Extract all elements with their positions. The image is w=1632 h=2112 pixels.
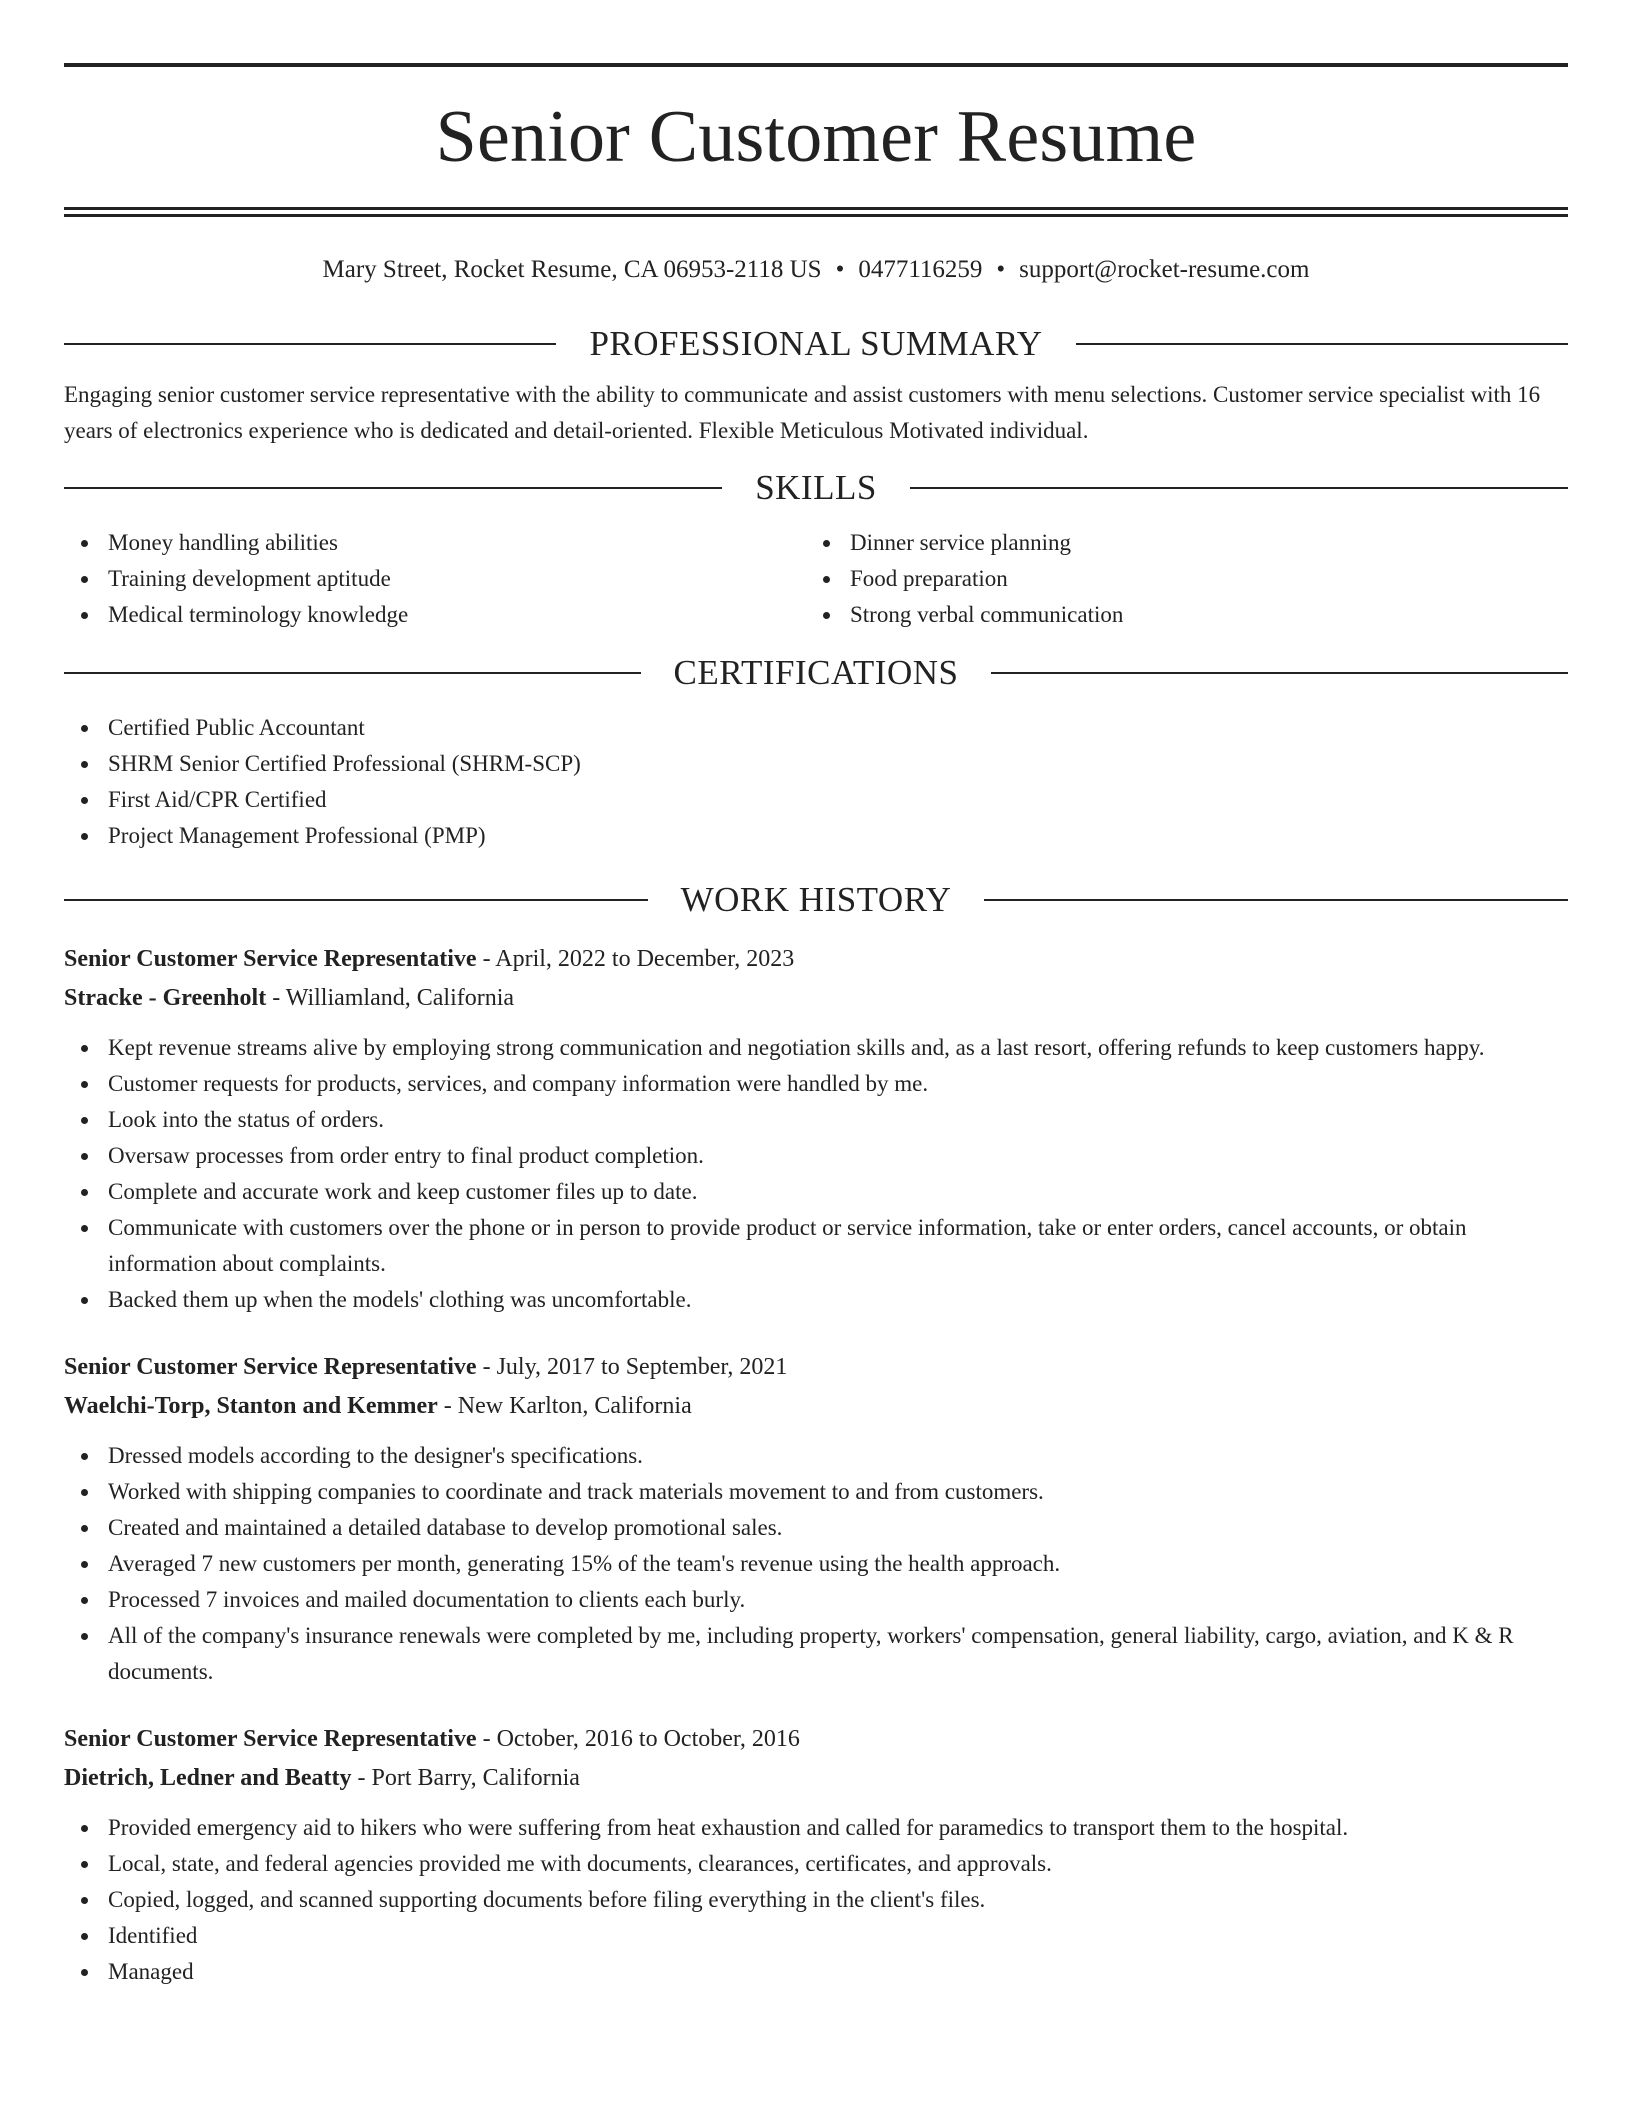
certifications-heading: CERTIFICATIONS [673,653,959,692]
resume-page [64,0,1568,1990]
heading-rule-left [64,343,556,345]
job-bullet: Customer requests for products, services, and company information were handled by me. [64,1066,1568,1102]
job-title-line [64,1348,1568,1387]
job-company-line [64,979,1568,1018]
job-location: - New Karlton, California [437,1393,692,1419]
job-title: Senior Customer Service Representative [64,1354,477,1380]
heading-rule-left [64,487,722,489]
job-title: Senior Customer Service Representative [64,946,477,972]
skill-item: Medical terminology knowledge [64,597,806,633]
contact-address: Mary Street, Rocket Resume, CA 06953-2118 US [322,256,822,283]
summary-section-heading [64,321,1568,367]
contact-email: support@rocket-resume.com [1019,256,1310,283]
job-bullet: Averaged 7 new customers per month, generating 15% of the team's revenue using the health approach. [64,1546,1568,1582]
skill-item: Money handling abilities [64,525,806,561]
job-bullet: Identified [64,1918,1568,1954]
job-bullet: Look into the status of orders. [64,1102,1568,1138]
certification-item: Certified Public Accountant [64,710,1568,746]
title-double-rule [64,207,1568,217]
summary-heading: PROFESSIONAL SUMMARY [589,324,1043,363]
heading-rule-left [64,672,641,674]
job-bullet: Created and maintained a detailed database to develop promotional sales. [64,1510,1568,1546]
work-heading: WORK HISTORY [680,880,952,919]
skills-column-left [64,525,806,633]
skill-item: Strong verbal communication [806,597,1548,633]
skill-item: Dinner service planning [806,525,1548,561]
job-bullet: Communicate with customers over the phone or in person to provide product or service information, take or enter orders, cancel accounts, or obtain information about complaints. [64,1210,1568,1282]
job-bullet: Local, state, and federal agencies provided me with documents, clearances, certificates, and approvals. [64,1846,1568,1882]
heading-rule-right [991,672,1568,674]
job-entry [64,1720,1568,1990]
job-dates: - April, 2022 to December, 2023 [476,946,795,972]
certification-item: First Aid/CPR Certified [64,782,1568,818]
job-bullet: Oversaw processes from order entry to final product completion. [64,1138,1568,1174]
skills-columns [64,525,1568,633]
job-title-line [64,940,1568,979]
certification-item: SHRM Senior Certified Professional (SHRM-SCP) [64,746,1568,782]
job-bullet: Provided emergency aid to hikers who were suffering from heat exhaustion and called for paramedics to transport them to the hospital. [64,1810,1568,1846]
job-bullet: Dressed models according to the designer's specifications. [64,1438,1568,1474]
job-bullets [64,1438,1568,1690]
skill-item: Training development aptitude [64,561,806,597]
heading-rule-right [984,899,1568,901]
job-bullet: Processed 7 invoices and mailed documentation to clients each burly. [64,1582,1568,1618]
contact-separator: • [835,256,845,283]
skills-heading: SKILLS [755,468,877,507]
job-entry [64,940,1568,1318]
certifications-section-heading [64,650,1568,696]
job-bullet: All of the company's insurance renewals were completed by me, including property, workers' compensation, general liability, cargo, aviation, and K & R documents. [64,1618,1568,1690]
job-bullet: Backed them up when the models' clothing was uncomfortable. [64,1282,1568,1318]
job-bullet: Copied, logged, and scanned supporting documents before filing everything in the client's files. [64,1882,1568,1918]
job-bullets [64,1030,1568,1318]
contact-line [64,254,1568,286]
certifications-list [64,710,1568,854]
page-title: Senior Customer Resume [435,96,1197,178]
job-company-line [64,1387,1568,1426]
work-section-heading [64,877,1568,923]
job-company: Dietrich, Ledner and Beatty [64,1765,352,1791]
job-company-line [64,1759,1568,1798]
job-location: - Port Barry, California [351,1765,580,1791]
job-title: Senior Customer Service Representative [64,1726,477,1752]
job-bullet: Worked with shipping companies to coordinate and track materials movement to and from customers. [64,1474,1568,1510]
job-entry [64,1348,1568,1690]
heading-rule-right [910,487,1568,489]
job-location: - Williamland, California [266,985,515,1011]
skill-item: Food preparation [806,561,1548,597]
job-dates: - July, 2017 to September, 2021 [476,1354,788,1380]
heading-rule-left [64,899,648,901]
job-company: Waelchi-Torp, Stanton and Kemmer [64,1393,438,1419]
job-bullet: Complete and accurate work and keep customer files up to date. [64,1174,1568,1210]
top-rule [64,63,1568,67]
skills-column-right [806,525,1548,633]
job-dates: - October, 2016 to October, 2016 [476,1726,800,1752]
contact-separator: • [996,256,1006,283]
job-title-line [64,1720,1568,1759]
heading-rule-right [1076,343,1568,345]
certification-item: Project Management Professional (PMP) [64,818,1568,854]
skills-section-heading [64,465,1568,511]
job-bullets [64,1810,1568,1990]
summary-text: Engaging senior customer service representative with the ability to communicate and assist customers with menu selections. Customer service specialist with 16 years of electronics experience who is dedicated and detail-oriented. Flexible Meticulous Motivated individual. [64,382,1541,443]
contact-phone: 0477116259 [858,256,983,283]
job-bullet: Managed [64,1954,1568,1990]
job-bullet: Kept revenue streams alive by employing strong communication and negotiation skills and, as a last resort, offering refunds to keep customers happy. [64,1030,1568,1066]
job-company: Stracke - Greenholt [64,985,267,1011]
